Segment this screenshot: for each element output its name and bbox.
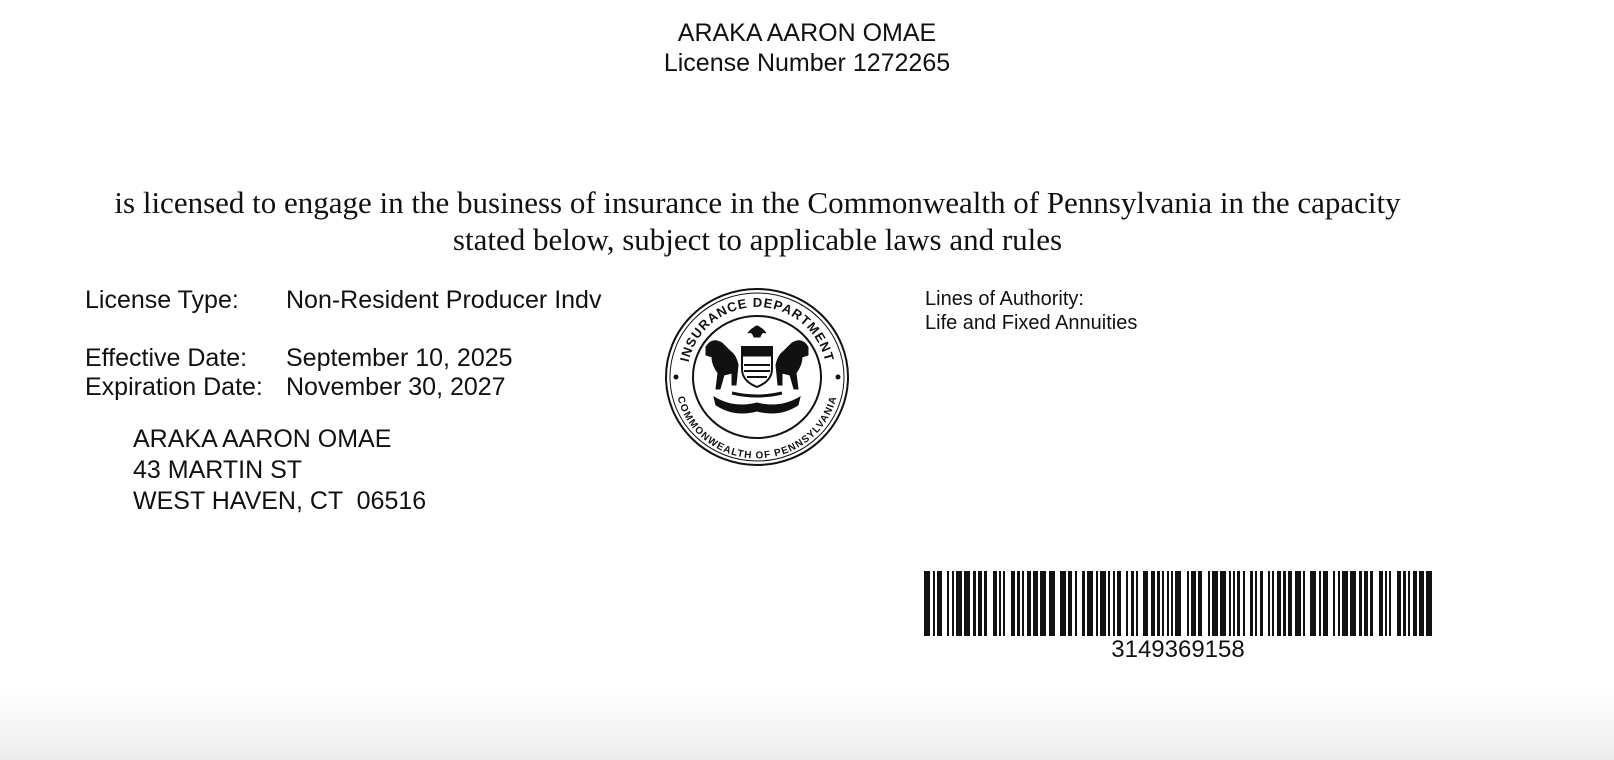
barcode-bar	[1310, 571, 1316, 636]
barcode-bar	[978, 571, 982, 636]
barcode-bar	[1060, 571, 1066, 636]
barcode-bar	[1350, 571, 1356, 636]
barcode-bar	[1397, 571, 1401, 636]
barcode-bar	[1191, 571, 1196, 636]
barcode-bar	[1255, 571, 1257, 636]
expiration-date-label: Expiration Date:	[85, 373, 263, 401]
barcode-bar	[1333, 571, 1335, 636]
barcode-bar	[1131, 571, 1134, 636]
barcode-bar	[1143, 571, 1148, 636]
barcode-bar	[1272, 571, 1274, 636]
effective-date-label: Effective Date:	[85, 344, 248, 372]
effective-date-value: September 10, 2025	[286, 344, 513, 372]
barcode-bar	[999, 571, 1001, 636]
barcode-bar	[1243, 571, 1245, 636]
barcode-bar	[1068, 571, 1072, 636]
lines-of-authority-item: Life and Fixed Annuities	[925, 312, 1138, 334]
barcode-bar	[1389, 571, 1391, 636]
barcode-bar	[1303, 571, 1305, 636]
barcode-bar	[1011, 571, 1015, 636]
barcode-bar	[1075, 571, 1077, 636]
barcode-number: 3149369158	[1111, 636, 1245, 663]
barcode-bar	[1408, 571, 1410, 636]
barcode-bar	[947, 571, 949, 636]
barcode-bar	[984, 571, 987, 636]
barcode-bar	[1319, 571, 1321, 636]
barcode-bar	[973, 571, 976, 636]
barcode-bar	[1033, 571, 1038, 636]
barcode-bar	[1323, 571, 1328, 636]
barcode-bar	[1233, 571, 1235, 636]
address-name: ARAKA AARON OMAE	[133, 425, 392, 453]
holder-name-heading: ARAKA AARON OMAE	[677, 19, 937, 47]
barcode-bar	[937, 571, 942, 636]
barcode-bar	[1229, 571, 1231, 636]
barcode-bar	[1162, 571, 1164, 636]
barcode-bar	[1117, 571, 1121, 636]
barcode-bar	[1100, 571, 1106, 636]
barcode-bar	[1167, 571, 1169, 636]
seal-bottom-text: COMMONWEALTH OF PENNSYLVANIA	[674, 395, 840, 462]
barcode-bar	[1220, 571, 1226, 636]
barcode-bar	[1027, 571, 1031, 636]
barcode-bar	[1126, 571, 1128, 636]
barcode-bar	[1212, 571, 1218, 636]
barcode-bar	[956, 571, 962, 636]
barcode-bar	[1175, 571, 1181, 636]
barcode-bar	[1385, 571, 1387, 636]
barcode-bar	[1283, 571, 1286, 636]
barcode-bar	[1113, 571, 1115, 636]
barcode-bar	[1268, 571, 1270, 636]
barcode-bar	[1338, 571, 1340, 636]
barcode-bar	[1359, 571, 1362, 636]
address-street: 43 MARTIN ST	[133, 456, 303, 484]
seal-top-text: INSURANCE DEPARTMENT	[676, 294, 838, 364]
barcode-bar	[1022, 571, 1024, 636]
barcode-bar	[1277, 571, 1281, 636]
pennsylvania-seal-icon	[662, 285, 852, 470]
barcode-bar	[1260, 571, 1263, 636]
barcode-bar	[1413, 571, 1417, 636]
lines-of-authority-label: Lines of Authority:	[925, 288, 1084, 310]
barcode-bar	[1250, 571, 1253, 636]
barcode-bar	[1198, 571, 1202, 636]
barcode-bar	[1364, 571, 1368, 636]
barcode-bar	[1187, 571, 1189, 636]
license-number: License Number 1272265	[663, 49, 951, 77]
barcode-bar	[1426, 571, 1432, 636]
barcode-bar	[1237, 571, 1240, 636]
barcode-bar	[1295, 571, 1301, 636]
barcode-bar	[1419, 571, 1424, 636]
barcode-bar	[1003, 571, 1005, 636]
barcode-bar	[1082, 571, 1085, 636]
barcode-bar	[924, 571, 930, 636]
barcode-bar	[1108, 571, 1110, 636]
barcode	[924, 571, 1436, 636]
barcode-bar	[1370, 571, 1373, 636]
license-type-value: Non-Resident Producer Indv	[286, 286, 602, 314]
expiration-date-value: November 30, 2027	[286, 373, 506, 401]
barcode-bar	[1157, 571, 1160, 636]
barcode-bar	[964, 571, 970, 636]
barcode-bar	[993, 571, 997, 636]
barcode-bar	[952, 571, 954, 636]
barcode-bar	[1136, 571, 1138, 636]
barcode-bar	[933, 571, 935, 636]
barcode-bar	[1171, 571, 1173, 636]
barcode-bar	[1017, 571, 1020, 636]
barcode-bar	[1151, 571, 1155, 636]
barcode-bar	[1087, 571, 1093, 636]
license-type-label: License Type:	[85, 286, 239, 314]
barcode-bar	[1208, 571, 1210, 636]
barcode-bar	[1040, 571, 1046, 636]
barcode-bar	[1288, 571, 1292, 636]
page-bottom-shade	[0, 690, 1614, 760]
address-city-state-zip: WEST HAVEN, CT 06516	[133, 487, 427, 515]
barcode-bar	[1342, 571, 1348, 636]
barcode-bar	[1379, 571, 1383, 636]
barcode-bar	[1049, 571, 1055, 636]
barcode-bar	[1096, 571, 1098, 636]
licensed-statement: is licensed to engage in the business of insurance in the Commonwealth of Pennsylvania in the capacity stated below, subject to applicable laws and rules	[114, 185, 1401, 257]
barcode-bar	[1403, 571, 1406, 636]
